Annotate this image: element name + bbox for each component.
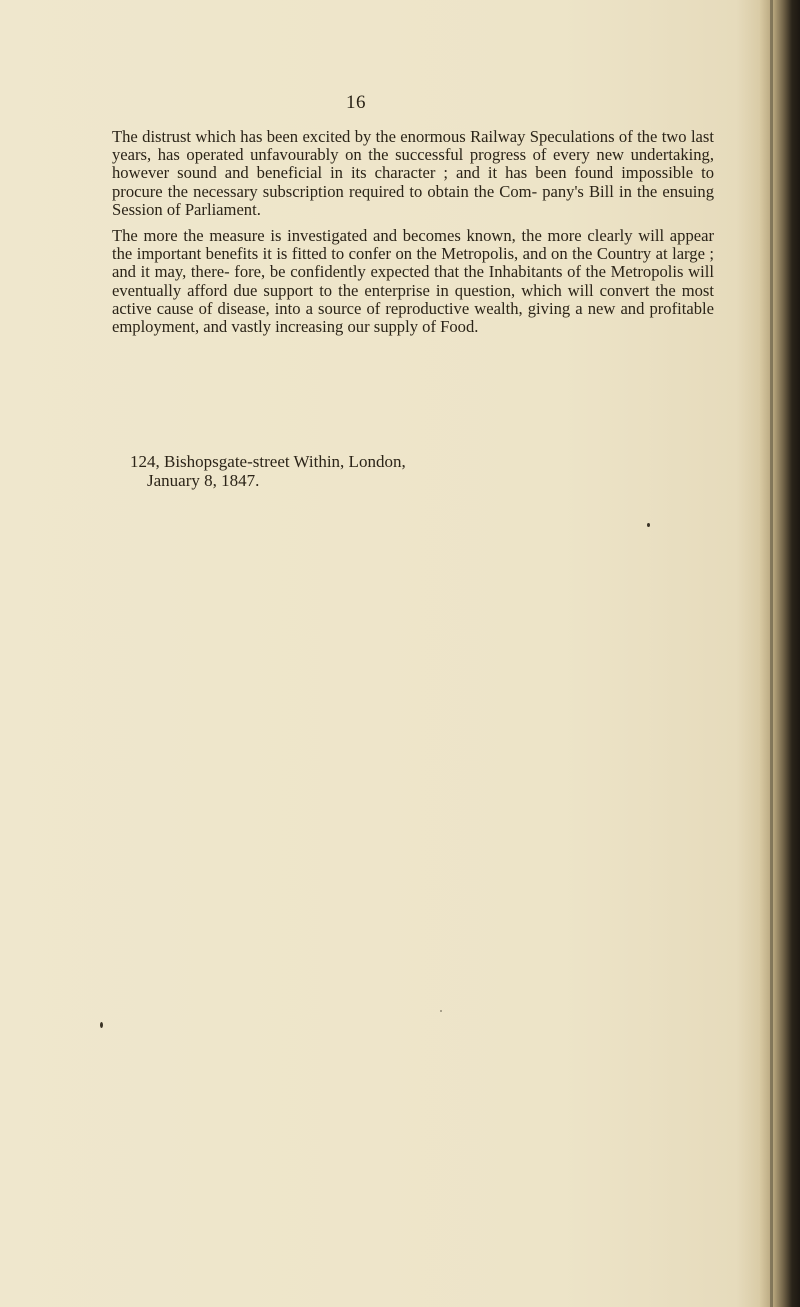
paper-speck (100, 1022, 103, 1028)
paragraph-2: The more the measure is investigated and becomes known, the more clearly will appear the important benefits it is fitted to confer on the Metropolis, and on the Country at large ; and it may, there- fore, be confidently expected that the Inhabitants of the Metropolis will eventually afford due support to the enterprise in question, which will convert the most active cause of disease, into a source of reproductive wealth, giving a new and profitable employment, and vastly increasing our supply of Food. (112, 226, 714, 337)
signature-date: January 8, 1847. (147, 471, 260, 490)
signature-address: 124, Bishopsgate-street Within, London, (130, 452, 406, 471)
paper-speck (647, 523, 650, 527)
paper-speck (440, 1010, 442, 1012)
page-number: 16 (346, 92, 366, 113)
book-binding-edge (760, 0, 800, 1307)
signature-block (130, 452, 690, 490)
paragraph-1: The distrust which has been excited by the enormous Railway Speculations of the two last years, has operated unfavourably on the successful progress of every new undertaking, however sound and beneficial in its character ; and it has been found impossible to procure the necessary subscription required to obtain the Com- pany's Bill in the ensuing Session of Parliament. (112, 127, 714, 219)
body-text (112, 128, 714, 344)
